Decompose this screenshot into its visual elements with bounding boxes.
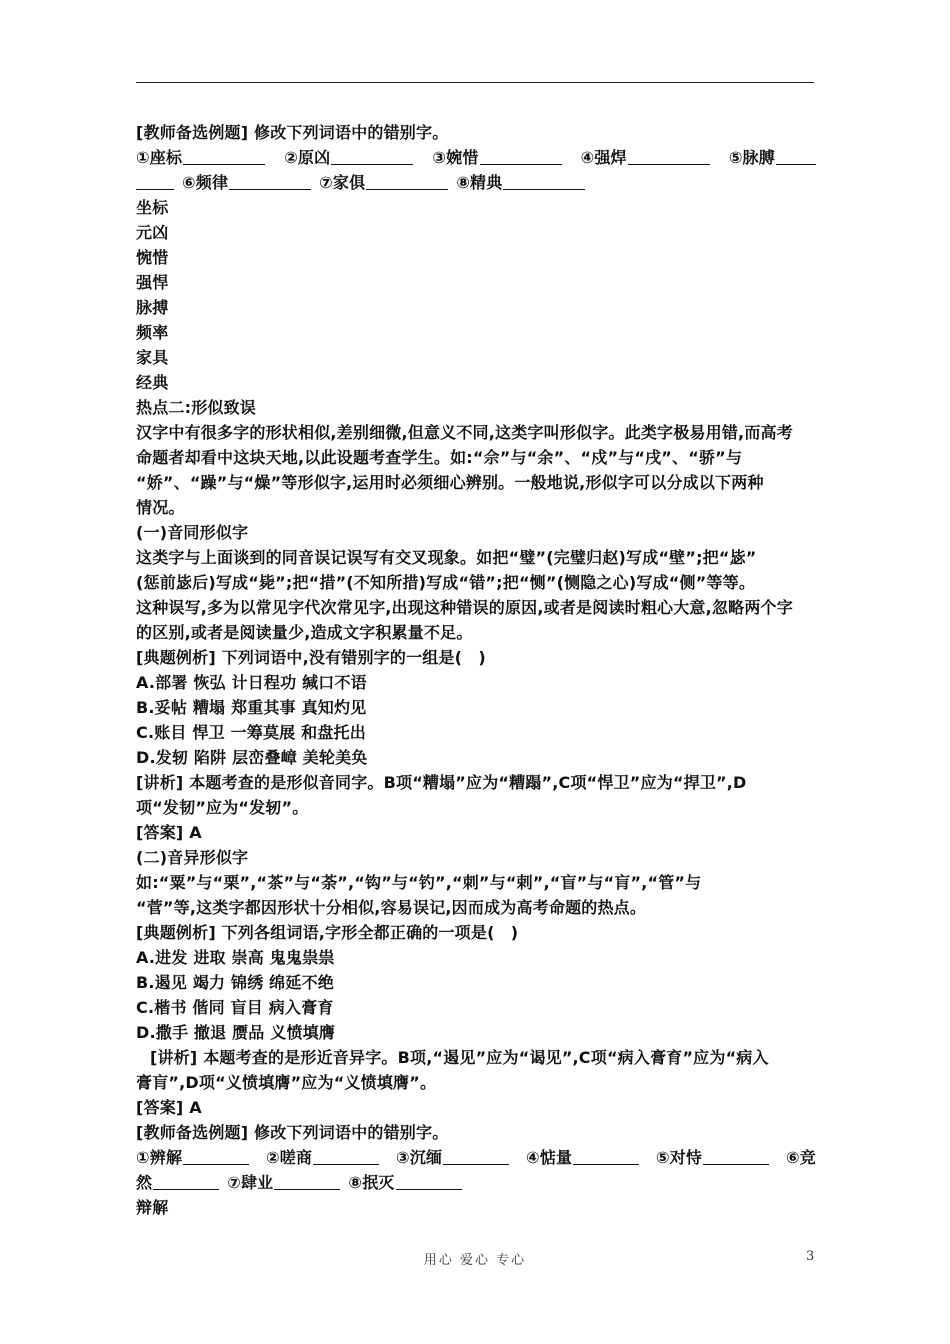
answer-blank[interactable] [183, 1163, 249, 1165]
analysis-line: [讲析] 本题考查的是形近音异字。B项,“遏见”应为“谒见”,C项“病入膏育”应为“病入 [150, 1048, 769, 1067]
answer-line: 元凶 [136, 223, 169, 242]
ex2-item: 然 [136, 1173, 153, 1192]
section1-question: [典题例析] 下列词语中,没有错别字的一组是( ) [136, 648, 486, 667]
exercise2-heading: [教师备选例题] 修改下列词语中的错别字。 [136, 1123, 449, 1142]
section2-question: [典题例析] 下列各组词语,字形全都正确的一项是( ) [136, 923, 519, 942]
answer-blank[interactable] [703, 1163, 769, 1165]
answer-blank[interactable] [503, 188, 585, 190]
ex1-item: ①座标 [136, 145, 269, 170]
intro-line: 命题者却看中这块天地,以此设题考查学生。如:“佘”与“余”、“戍”与“戌”、“骄”与 [136, 448, 743, 467]
option-line: D.发轫 陷阱 层峦叠嶂 美轮美奂 [136, 748, 368, 767]
option-line: A.部署 恢弘 计日程功 缄口不语 [136, 673, 367, 692]
answer-line: 脉搏 [136, 298, 169, 317]
answer-blank[interactable] [628, 163, 710, 165]
ex2-item: ③沉缅 [396, 1145, 513, 1170]
option-line: C.账目 悍卫 一筹莫展 和盘托出 [136, 723, 366, 742]
option-line: B.妥帖 糟塌 郑重其事 真知灼见 [136, 698, 367, 717]
exercise1-heading: [教师备选例题] 修改下列词语中的错别字。 [136, 123, 449, 142]
answer-line: 强悍 [136, 273, 169, 292]
header-rule [136, 82, 814, 83]
ex1-item: ②原凶 [284, 145, 417, 170]
intro-line: 情况。 [136, 498, 185, 517]
section2-title: (二)音异形似字 [136, 848, 249, 867]
ex2-item: ⑤对恃 [656, 1145, 773, 1170]
answer-blank[interactable] [274, 1188, 340, 1190]
section1-para-line: 这种误写,多为以常见字代次常见字,出现这种错误的原因,或者是阅读时粗心大意,忽略两个字 [136, 598, 793, 617]
answer-blank[interactable] [136, 188, 174, 190]
hotspot-title: 热点二:形似致误 [136, 398, 256, 417]
section1-para-line: (惩前毖后)写成“毙”;把“措”(不知所措)写成“错”;把“恻”(恻隐之心)写成“侧”等等。 [136, 573, 756, 592]
ex1-item: ⑦家俱 [319, 173, 366, 192]
answer-blank[interactable] [183, 163, 265, 165]
answer-line: 经典 [136, 373, 169, 392]
option-line: B.遏见 竭力 锦绣 绵延不绝 [136, 973, 334, 992]
exercise2-row1 [136, 1145, 816, 1170]
answer-line: 惋惜 [136, 248, 169, 267]
intro-line: “娇”、“躁”与“燥”等形似字,运用时必须细心辨别。一般地说,形似字可以分成以下两种 [136, 473, 764, 492]
ex1-item: ③婉惜 [432, 145, 565, 170]
answer-blank[interactable] [443, 1163, 509, 1165]
intro-line: 汉字中有很多字的形状相似,差别细微,但意义不同,这类字叫形似字。此类字极易用错,而高考 [136, 423, 793, 442]
page-body [136, 120, 816, 1220]
analysis-line: [讲析] 本题考查的是形似音同字。B项“糟塌”应为“糟蹋”,C项“悍卫”应为“捍卫”,D [136, 773, 747, 792]
exercise1-row1 [136, 145, 816, 170]
ex1-item: ⑤脉膊 [729, 145, 816, 170]
ex2-item: ⑥竞 [786, 1148, 816, 1167]
option-line: C.楷书 偕同 盲目 病入膏育 [136, 998, 334, 1017]
ex2-item: ⑦肆业 [227, 1173, 274, 1192]
exercise2-row2 [136, 1170, 816, 1195]
section1-para-line: 的区别,或者是阅读量少,造成文字积累量不足。 [136, 623, 473, 642]
answer-blank[interactable] [153, 1188, 219, 1190]
analysis-line: 膏肓”,D项“义愤填膺”应为“义愤填膺”。 [136, 1073, 437, 1092]
answer-line: 辩解 [136, 1198, 169, 1217]
answer-blank[interactable] [313, 1163, 379, 1165]
option-line: A.进发 进取 崇高 鬼鬼祟祟 [136, 948, 335, 967]
page-number: 3 [806, 1249, 815, 1264]
section1-para-line: 这类字与上面谈到的同音误记误写有交叉现象。如把“璧”(完璧归赵)写成“壁”;把“毖” [136, 548, 757, 567]
answer-line: 家具 [136, 348, 169, 367]
section1-title: (一)音同形似字 [136, 523, 249, 542]
answer-key: [答案] A [136, 1098, 202, 1117]
ex2-item: ②嗟商 [266, 1145, 383, 1170]
ex2-item: ④惦量 [526, 1145, 643, 1170]
answer-blank[interactable] [776, 163, 816, 165]
answer-line: 坐标 [136, 198, 169, 217]
answer-blank[interactable] [229, 188, 311, 190]
ex2-item: ⑧抿灭 [348, 1173, 395, 1192]
answer-blank[interactable] [480, 163, 562, 165]
option-line: D.撒手 撤退 赝品 义愤填膺 [136, 1023, 336, 1042]
answer-line: 频率 [136, 323, 169, 342]
answer-blank[interactable] [573, 1163, 639, 1165]
ex1-item: ⑥频律 [182, 173, 229, 192]
section2-para-line: 如:“粟”与“栗”,“茶”与“荼”,“钩”与“钓”,“刺”与“剌”,“盲”与“肓”,“管”与 [136, 873, 702, 892]
section2-para-line: “菅”等,这类字都因形状十分相似,容易误记,因而成为高考命题的热点。 [136, 898, 647, 917]
answer-blank[interactable] [366, 188, 448, 190]
ex1-item: ④强焊 [581, 145, 714, 170]
ex1-item: ⑧精典 [456, 173, 503, 192]
answer-blank[interactable] [396, 1188, 462, 1190]
analysis-line: 项“发韧”应为“发轫”。 [136, 798, 309, 817]
answer-key: [答案] A [136, 823, 202, 842]
answer-blank[interactable] [331, 163, 413, 165]
exercise1-row2 [136, 170, 816, 195]
ex2-item: ①辨解 [136, 1145, 253, 1170]
page-footer: 用心 爱心 专心 [423, 1253, 527, 1268]
